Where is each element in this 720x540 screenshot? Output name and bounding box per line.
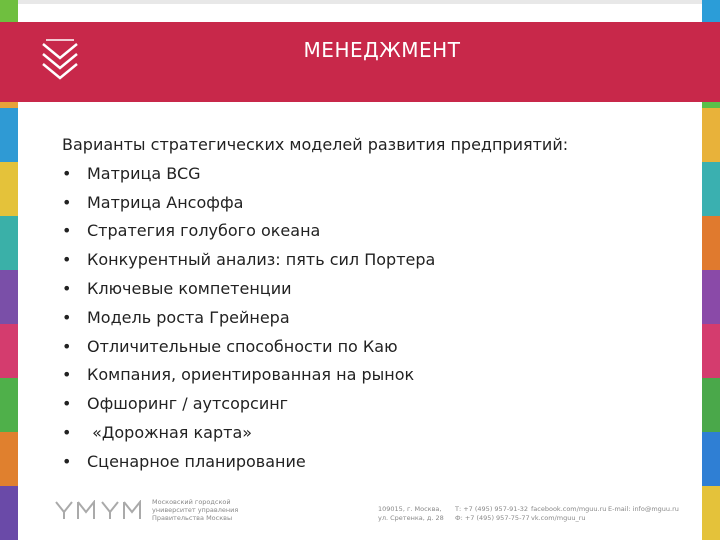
stripe-segment xyxy=(0,270,18,325)
stripe-segment xyxy=(702,324,720,379)
page-title: МЕНЕДЖМЕНТ xyxy=(303,38,461,62)
list-item xyxy=(62,361,682,390)
list-item-label: Матрица BCG xyxy=(87,163,201,183)
list-item xyxy=(62,390,682,419)
stripe-segment xyxy=(0,324,18,379)
bullet-icon: • xyxy=(62,422,72,442)
university-logo-icon xyxy=(54,500,150,520)
list-item xyxy=(62,419,682,448)
list-item xyxy=(62,189,682,218)
bullet-icon: • xyxy=(62,250,72,270)
list-item-label: Офшоринг / аутсорсинг xyxy=(87,394,289,414)
stripe-segment xyxy=(702,270,720,325)
intro-text: Варианты стратегических моделей развития предприятий: xyxy=(62,135,569,154)
list-item-label: Отличительные способности по Каю xyxy=(87,336,398,356)
list-item xyxy=(62,160,682,189)
stripe-segment xyxy=(702,216,720,271)
stripe-segment xyxy=(702,108,720,163)
bullet-icon: • xyxy=(62,163,72,183)
list-item-label: Конкурентный анализ: пять сил Портера xyxy=(87,250,436,270)
list-item-label: Ключевые компетенции xyxy=(87,278,292,298)
stripe-segment xyxy=(0,378,18,433)
list-item xyxy=(62,304,682,333)
footer-phones: Т: +7 (495) 957-91-32 Ф: +7 (495) 957-75-77 xyxy=(455,505,530,522)
stripe-segment xyxy=(0,162,18,217)
stripe-segment xyxy=(0,216,18,271)
header-banner xyxy=(0,22,720,102)
stripe-segment xyxy=(0,432,18,487)
footer-email[interactable]: E-mail: info@mguu.ru xyxy=(608,505,679,513)
bullet-icon: • xyxy=(62,278,72,298)
list-item-label: Матрица Ансоффа xyxy=(87,192,244,212)
list-item-label: Сценарное планирование xyxy=(87,451,306,471)
footer xyxy=(0,492,720,532)
footer-address: 109015, г. Москва, ул. Сретенка, д. 28 xyxy=(378,505,444,522)
list-item xyxy=(62,275,682,304)
list-item xyxy=(62,217,682,246)
bullet-icon: • xyxy=(62,394,72,414)
list-item-label: Компания, ориентированная на рынок xyxy=(87,365,415,385)
stripe-segment xyxy=(0,108,18,163)
main-content xyxy=(62,131,682,477)
stripe-segment xyxy=(702,162,720,217)
list-item xyxy=(62,246,682,275)
stripe-segment xyxy=(702,432,720,487)
bullet-icon: • xyxy=(62,336,72,356)
footer-social-links[interactable]: facebook.com/mguu.ru vk.com/mguu_ru xyxy=(531,505,607,522)
bullet-icon: • xyxy=(62,451,72,471)
bullet-icon: • xyxy=(62,192,72,212)
list-item xyxy=(62,448,682,477)
bullet-icon: • xyxy=(62,307,72,327)
bullet-icon: • xyxy=(62,365,72,385)
stripe-segment xyxy=(702,378,720,433)
list-item-label: «Дорожная карта» xyxy=(87,422,253,442)
list-item-label: Модель роста Грейнера xyxy=(87,307,290,327)
list-item-label: Стратегия голубого океана xyxy=(87,221,321,241)
models-list xyxy=(62,160,682,477)
bullet-icon: • xyxy=(62,221,72,241)
list-item xyxy=(62,333,682,362)
top-bar xyxy=(18,0,702,4)
footer-organization: Московский городской университет управления Правительства Москвы xyxy=(152,498,239,522)
